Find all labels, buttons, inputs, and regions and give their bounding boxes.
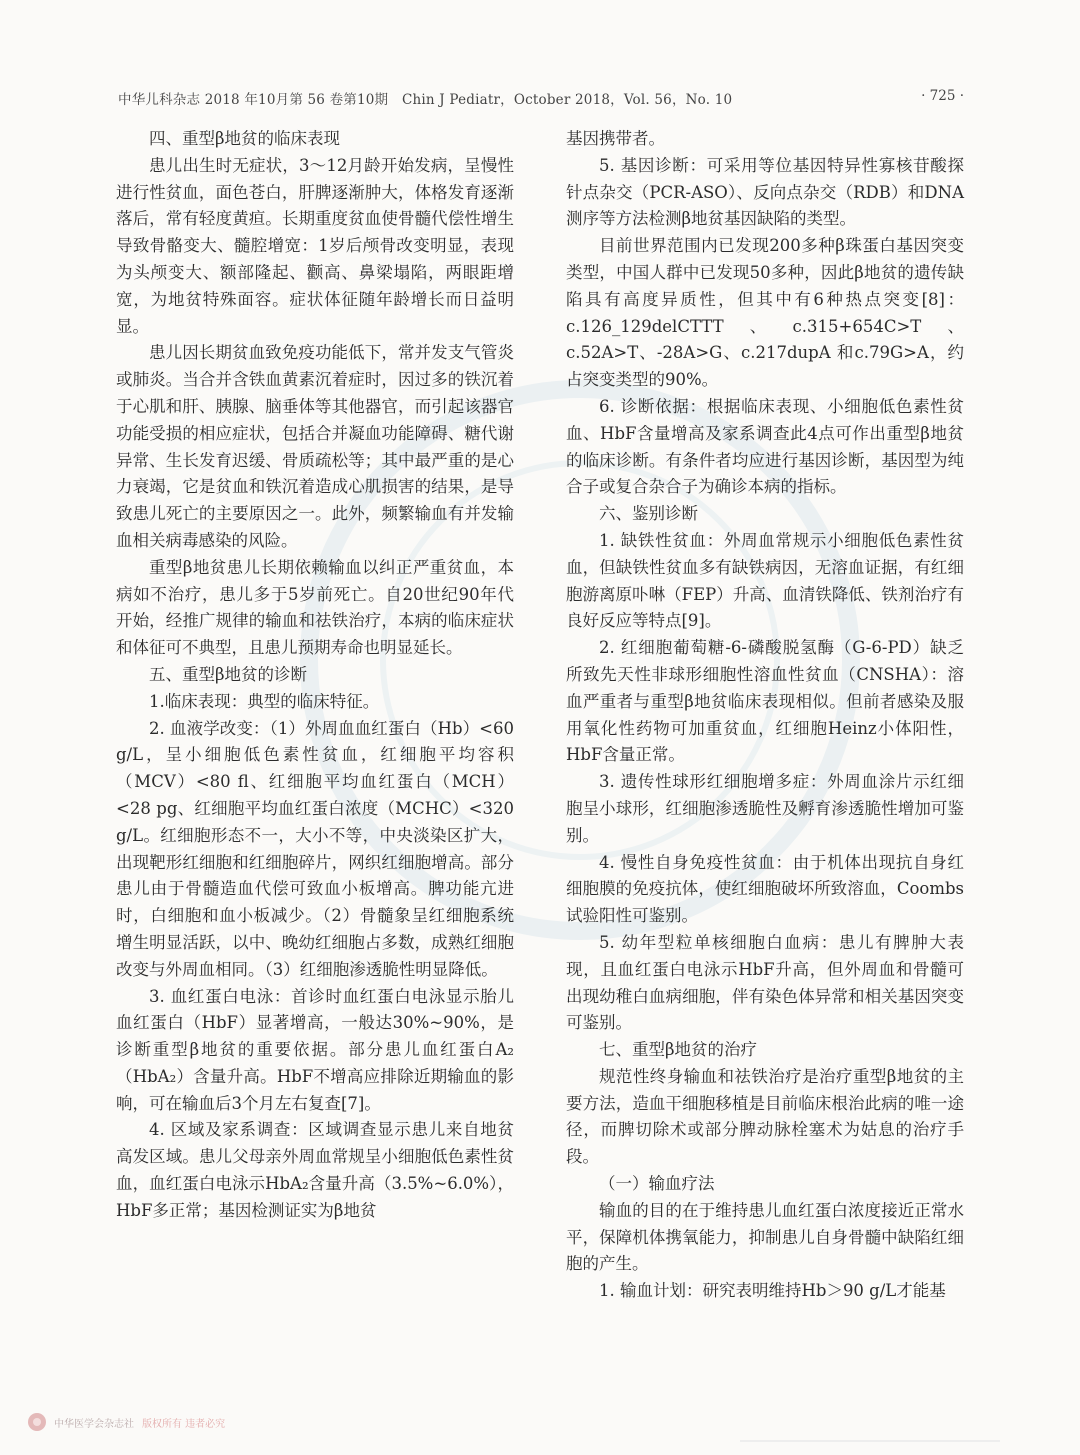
paragraph: 4. 区域及家系调查：区域调查显示患儿来自地贫高发区域。患儿父母亲外周血常规呈小细胞低色素性贫血，血红蛋白电泳示HbA₂含量升高（3.5%~6.0%），HbF多正常；基因检测证实为β地贫: [116, 1120, 514, 1220]
section-heading: 五、重型β地贫的诊断: [149, 664, 308, 684]
publisher-name: 中华医学会杂志社: [54, 1418, 134, 1430]
left-column: [116, 126, 514, 1225]
section-heading: 七、重型β地贫的治疗: [599, 1040, 758, 1060]
paragraph: 5. 幼年型粒单核细胞白血病：患儿有脾肿大表现，且血红蛋白电泳示HbF升高，但外周血和骨髓可出现幼稚白血病细胞，伴有染色体异常和相关基因突变可鉴别。: [566, 932, 964, 1033]
paragraph: 6. 诊断依据：根据临床表现、小细胞低色素性贫血、HbF含量增高及家系调查此4点可作出重型β地贫的临床诊断。有条件者均应进行基因诊断，基因型为纯合子或复合杂合子为确诊本病的指标。: [566, 396, 964, 497]
page-number: · 725 ·: [921, 88, 964, 104]
paragraph: 1. 缺铁性贫血：外周血常规示小细胞低色素性贫血，但缺铁性贫血多有缺铁病因，无溶血证据，有红细胞游离原卟啉（FEP）升高、血清铁降低、铁剂治疗有良好反应等特点[9]。: [566, 530, 964, 631]
publisher-logo-icon: [28, 1413, 46, 1431]
section-heading: 四、重型β地贫的临床表现: [149, 129, 341, 148]
journal-citation: 中华儿科杂志 2018 年10月第 56 卷第10期 Chin J Pediatr，October 2018，Vol. 56，No. 10: [118, 92, 733, 108]
right-column: [566, 126, 964, 1305]
paragraph: 规范性终身输血和祛铁治疗是治疗重型β地贫的主要方法，造血干细胞移植是目前临床根治此病的唯一途径，而脾切除术或部分脾动脉栓塞术为姑息的治疗手段。: [566, 1066, 964, 1167]
paragraph: 目前世界范围内已发现200多种β珠蛋白基因突变类型，中国人群中已发现50多种，因此β地贫的遗传缺陷具有高度异质性，但其中有6种热点突变[8]：c.126_129delCTTT、c.315+654C>T、c.52A>T、-28A>G、c.217dupA 和c.79G>A，约占突变类型的90%。: [566, 236, 964, 390]
paragraph: 基因携带者。: [566, 129, 665, 148]
section-heading: 六、鉴别诊断: [599, 504, 698, 524]
section-heading: （一）输血疗法: [599, 1174, 715, 1194]
paragraph: 3. 遗传性球形红细胞增多症：外周血涂片示红细胞呈小球形，红细胞渗透脆性及孵育渗透脆性增加可鉴别。: [566, 772, 964, 845]
paragraph: 患儿出生时无症状，3～12月龄开始发病，呈慢性进行性贫血，面色苍白，肝脾逐渐肿大，体格发育逐渐落后，常有轻度黄疸。长期重度贫血使骨髓代偿性增生导致骨骼变大、髓腔增宽：1岁后颅骨改变明显，表现为头颅变大、额部隆起、颧高、鼻梁塌陷，两眼距增宽，为地贫特殊面容。症状体征随年龄增长而日益明显。: [116, 155, 514, 336]
paragraph: 1. 输血计划：研究表明维持Hb＞90 g/L才能基: [599, 1281, 946, 1301]
paragraph: 2. 红细胞葡萄糖-6-磷酸脱氢酶（G-6-PD）缺乏所致先天性非球形细胞性溶血性贫血（CNSHA）：溶血严重者与重型β地贫临床表现相似。但前者感染及服用氧化性药物可加重贫血，红细胞Heinz小体阳性，HbF含量正常。: [566, 638, 964, 765]
paragraph: 患儿因长期贫血致免疫功能低下，常并发支气管炎或肺炎。当合并含铁血黄素沉着症时，因过多的铁沉着于心肌和肝、胰腺、脑垂体等其他器官，而引起该器官功能受损的相应症状，包括合并凝血功能障碍、糖代谢异常、生长发育迟缓、骨质疏松等；其中最严重的是心力衰竭，它是贫血和铁沉着造成心肌损害的结果，是导致患儿死亡的主要原因之一。此外，频繁输血有并发输血相关病毒感染的风险。: [116, 343, 514, 550]
section-heading: 1.临床表现：典型的临床特征。: [149, 691, 380, 711]
paragraph: 3. 血红蛋白电泳：首诊时血红蛋白电泳显示胎儿血红蛋白（HbF）显著增高，一般达30%~90%，是诊断重型β地贫的重要依据。部分患儿血红蛋白A₂（HbA₂）含量升高。HbF不增高应排除近期输血的影响，可在输血后3个月左右复查[7]。: [116, 986, 514, 1113]
footer-rule: [740, 1440, 1000, 1442]
paragraph: 4. 慢性自身免疫性贫血：由于机体出现抗自身红细胞膜的免疫抗体，使红细胞破坏所致溶血，Coombs 试验阳性可鉴别。: [566, 852, 964, 926]
copyright-notice: 版权所有 违者必究: [142, 1418, 226, 1430]
paragraph: 5. 基因诊断：可采用等位基因特异性寡核苷酸探针点杂交（PCR-ASO）、反向点杂交（RDB）和DNA测序等方法检测β地贫基因缺陷的类型。: [566, 155, 964, 229]
paragraph: 2. 血液学改变：（1）外周血血红蛋白（Hb）<60 g/L，呈小细胞低色素性贫血，红细胞平均容积（MCV）<80 fl、红细胞平均血红蛋白（MCH）<28 pg、红细胞平均血红蛋白浓度（MCHC）<320 g/L。红细胞形态不一，大小不等，中央淡染区扩大，出现靶形红细胞和红细胞碎片，网织红细胞增高。部分患儿由于骨髓造血代偿可致血小板增高。脾功能亢进时，白细胞和血小板减少。（2）骨髓象呈红细胞系统增生明显活跃，以中、晚幼红细胞占多数，成熟红细胞改变与外周血相同。（3）红细胞渗透脆性明显降低。: [116, 718, 514, 979]
paragraph: 重型β地贫患儿长期依赖输血以纠正严重贫血，本病如不治疗，患儿多于5岁前死亡。自20世纪90年代开始，经推广规律的输血和祛铁治疗，本病的临床症状和体征可不典型，且患儿预期寿命也明显延长。: [116, 557, 514, 658]
footer: [28, 1410, 225, 1434]
paragraph: 输血的目的在于维持患儿血红蛋白浓度接近正常水平，保障机体携氧能力，抑制患儿自身骨髓中缺陷红细胞的产生。: [566, 1200, 964, 1274]
